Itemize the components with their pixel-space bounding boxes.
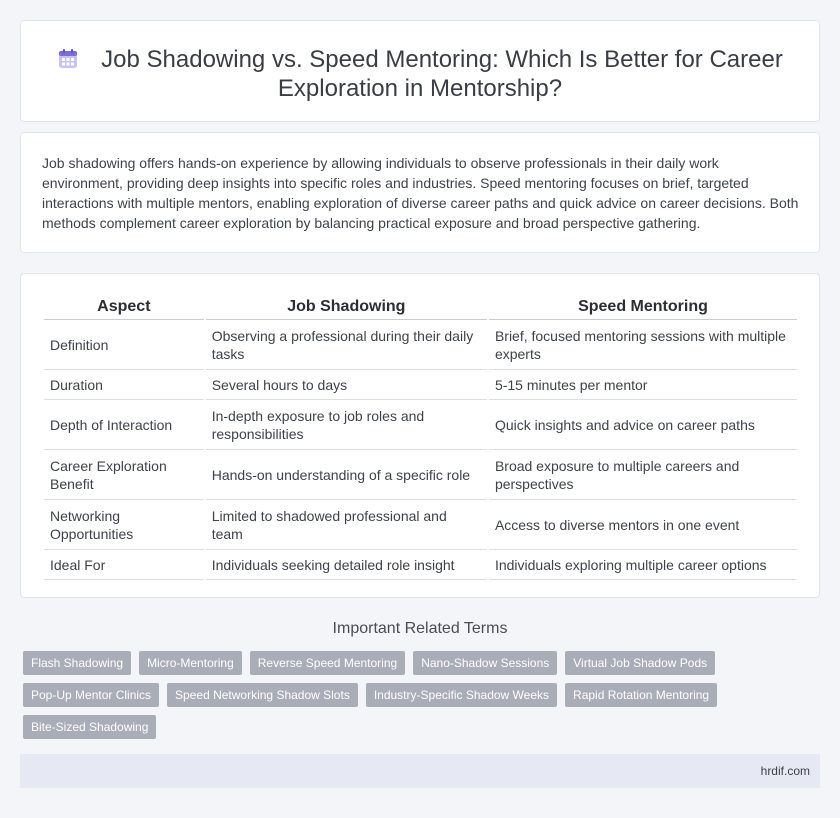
table-row <box>44 450 797 500</box>
tag-reverse-speed-mentoring[interactable]: Reverse Speed Mentoring <box>250 651 405 675</box>
comparison-table <box>42 295 799 580</box>
table-cell: Duration <box>44 370 204 400</box>
footer-site-link[interactable]: hrdif.com <box>760 764 810 778</box>
table-cell: Quick insights and advice on career paths <box>489 400 797 450</box>
table-cell: Definition <box>44 320 204 370</box>
related-terms-tags <box>23 651 783 747</box>
table-row <box>44 370 797 400</box>
tag-row <box>23 715 783 739</box>
tag-micro-mentoring[interactable]: Micro-Mentoring <box>139 651 242 675</box>
comparison-table-card <box>20 273 820 598</box>
table-row <box>44 400 797 450</box>
table-row <box>44 320 797 370</box>
table-cell: 5-15 minutes per mentor <box>489 370 797 400</box>
tag-flash-shadowing[interactable]: Flash Shadowing <box>23 651 131 675</box>
tag-row <box>23 651 783 675</box>
tag-speed-networking-shadow-slots[interactable]: Speed Networking Shadow Slots <box>167 683 358 707</box>
tag-bite-sized-shadowing[interactable]: Bite-Sized Shadowing <box>23 715 156 739</box>
column-header-aspect: Aspect <box>44 295 204 320</box>
column-header-speed-mentoring: Speed Mentoring <box>489 295 797 320</box>
table-row <box>44 550 797 580</box>
table-cell: Access to diverse mentors in one event <box>489 500 797 550</box>
table-cell: Depth of Interaction <box>44 400 204 450</box>
tag-pop-up-mentor-clinics[interactable]: Pop-Up Mentor Clinics <box>23 683 159 707</box>
table-cell: Limited to shadowed professional and team <box>206 500 487 550</box>
table-cell: Brief, focused mentoring sessions with multiple experts <box>489 320 797 370</box>
summary-card <box>20 132 820 253</box>
table-cell: Career Exploration Benefit <box>44 450 204 500</box>
related-terms-heading: Important Related Terms <box>332 620 508 637</box>
table-cell: Ideal For <box>44 550 204 580</box>
table-cell: Several hours to days <box>206 370 487 400</box>
tag-industry-specific-shadow-weeks[interactable]: Industry-Specific Shadow Weeks <box>366 683 557 707</box>
tag-nano-shadow-sessions[interactable]: Nano-Shadow Sessions <box>413 651 557 675</box>
table-cell: Hands-on understanding of a specific role <box>206 450 487 500</box>
title-card <box>20 20 820 122</box>
table-cell: In-depth exposure to job roles and responsibilities <box>206 400 487 450</box>
tag-row <box>23 683 783 707</box>
calendar-icon <box>57 48 79 70</box>
page-title <box>21 45 819 103</box>
table-cell: Individuals seeking detailed role insight <box>206 550 487 580</box>
footer <box>20 754 820 788</box>
table-row <box>44 500 797 550</box>
page-title-text: Job Shadowing vs. Speed Mentoring: Which Is Better for Career Exploration in Mentorship? <box>101 46 783 102</box>
table-cell: Broad exposure to multiple careers and perspectives <box>489 450 797 500</box>
table-cell: Individuals exploring multiple career options <box>489 550 797 580</box>
tag-virtual-job-shadow-pods[interactable]: Virtual Job Shadow Pods <box>565 651 715 675</box>
tag-rapid-rotation-mentoring[interactable]: Rapid Rotation Mentoring <box>565 683 717 707</box>
table-cell: Observing a professional during their daily tasks <box>206 320 487 370</box>
column-header-job-shadowing: Job Shadowing <box>206 295 487 320</box>
summary-paragraph: Job shadowing offers hands-on experience by allowing individuals to observe professionals in their daily work environment, providing deep insights into specific roles and industries. Speed mentoring focuses on brief, targeted interactions with multiple mentors, enabling exploration of diverse career paths and quick advice on career decisions. Both methods complement career exploration by balancing practical exposure and broad perspective gathering. <box>42 155 799 231</box>
table-header-row <box>44 295 797 320</box>
table-cell: Networking Opportunities <box>44 500 204 550</box>
